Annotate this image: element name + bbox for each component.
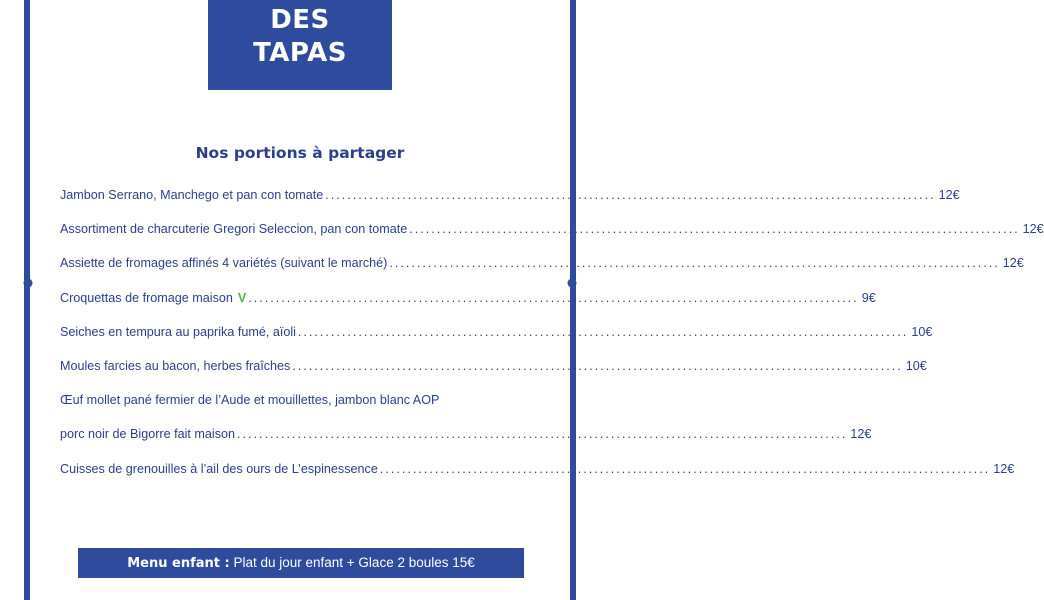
kids-menu-banner (78, 548, 524, 578)
dot-leader: ............................................................................................................... (389, 256, 1000, 271)
dot-leader: ............................................................................................................... (248, 290, 859, 305)
dot-leader: ............................................................................................................... (297, 324, 909, 339)
menu-item-price: 9€ (861, 290, 876, 305)
menu-item (60, 222, 1044, 256)
menu-item (60, 393, 546, 427)
menu-item (60, 358, 927, 393)
title-banner (208, 0, 392, 90)
menu-item-name: Cuisses de grenouilles à l’ail des ours de L’espinessence (60, 461, 378, 476)
menu-item-name: porc noir de Bigorre fait maison (60, 427, 235, 442)
menu-item-price: 12€ (850, 427, 872, 442)
dot-leader: ............................................................................................................... (292, 358, 903, 373)
menu-item (60, 290, 876, 325)
dot-leader: ............................................................................................................... (409, 222, 1020, 237)
menu-item-name: Jambon Serrano, Manchego et pan con tomate (60, 188, 324, 202)
title-line-2: TAPAS (253, 38, 347, 68)
menu-item-name: Moules farcies au bacon, herbes fraîches (60, 358, 291, 373)
left-border-ornament (22, 0, 34, 600)
menu-item (60, 324, 933, 359)
menu-item-name: Croquettas de fromage maison (60, 290, 233, 305)
menu-item-price: 10€ (905, 358, 927, 373)
menu-item (60, 427, 872, 461)
kids-menu-label: Menu enfant : (127, 556, 230, 571)
menu-list (60, 188, 1044, 496)
menu-item-name: Seiches en tempura au paprika fumé, aïoli (60, 324, 296, 339)
kids-menu-text: Plat du jour enfant + Glace 2 boules 15€ (229, 555, 475, 570)
menu-item-price: 10€ (911, 324, 933, 339)
section-subtitle: Nos portions à partager (195, 144, 405, 162)
menu-item-name: Assortiment de charcuterie Gregori Seleccion, pan con tomate (60, 222, 408, 237)
menu-item-name: Assiette de fromages affinés 4 variétés (suivant le marché) (60, 256, 388, 271)
menu-item-price: 12€ (938, 188, 960, 202)
menu-item (60, 188, 960, 222)
dot-leader: ............................................................................................................... (325, 188, 936, 202)
dot-leader: ............................................................................................................... (379, 461, 991, 476)
menu-item-name: Œuf mollet pané fermier de l’Aude et mouillettes, jambon blanc AOP (60, 393, 440, 408)
menu-item-price: 12€ (993, 461, 1015, 476)
menu-item-price: 12€ (1022, 222, 1044, 237)
menu-item (60, 256, 1024, 290)
dot-leader: ............................................................................................................... (237, 427, 848, 442)
menu-item (60, 461, 1015, 496)
title-line-1: DES (270, 5, 330, 35)
menu-item-price: 12€ (1002, 256, 1024, 271)
vegetarian-mark: V (237, 290, 247, 305)
